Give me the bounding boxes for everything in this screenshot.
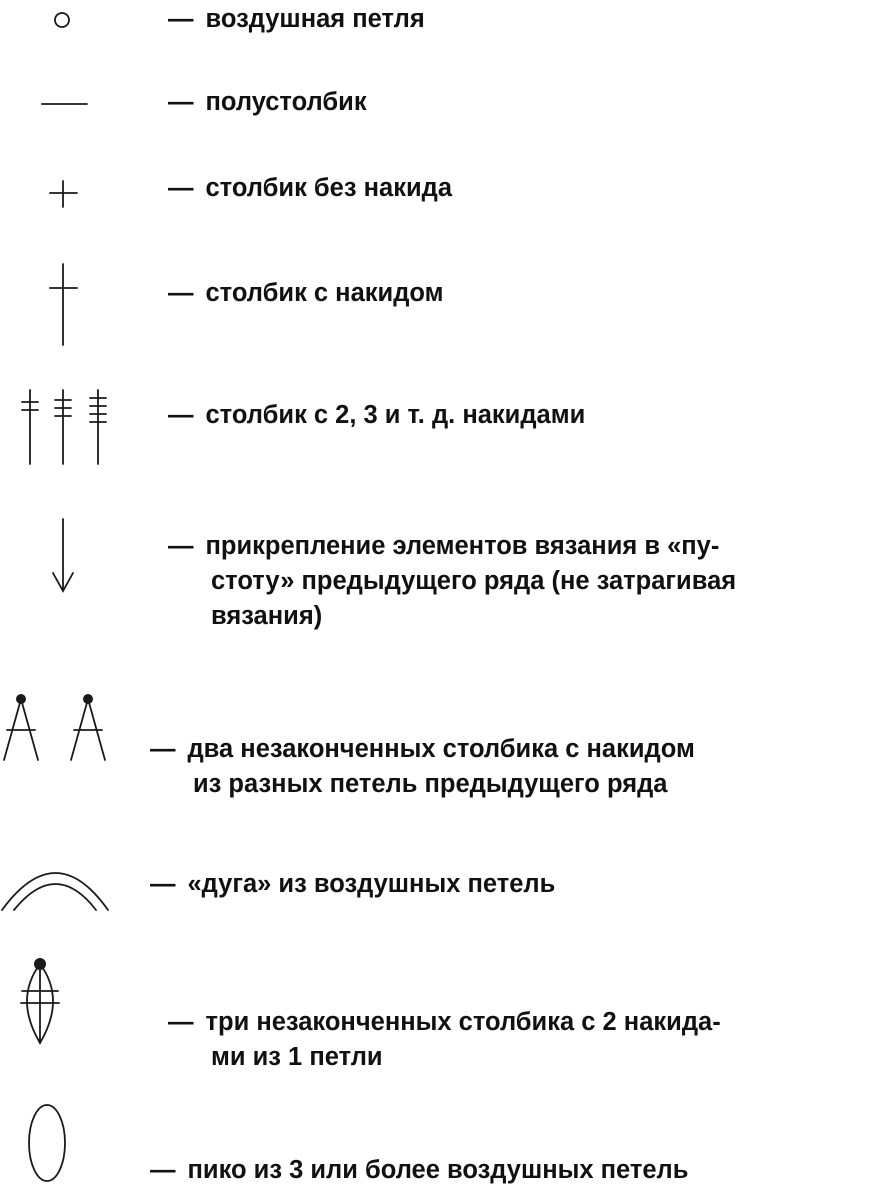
- legend-row-picot: [0, 1095, 886, 1200]
- legend-row-chain-stitch: [0, 0, 886, 60]
- legend-row-three-unfinished-tc: [0, 955, 886, 1075]
- legend-text-double-crochet: — столбик с накидом: [168, 279, 444, 307]
- legend-row-treble-crochet: [0, 380, 886, 475]
- single-crochet-icon: [0, 165, 120, 225]
- legend-text-arrow-down: — прикрепление элементов вязания в «пу- стоту» предыдущего ряда (не затрагивая вязания): [168, 532, 737, 630]
- legend-row-arrow-down: [0, 505, 886, 655]
- legend-text-two-unfinished-dc: — два незаконченных столбика с накидом из разных петель предыдущего ряда: [150, 735, 695, 798]
- double-crochet-icon: [0, 250, 120, 360]
- two-unfinished-dc-icon: [0, 680, 130, 790]
- picot-icon: [0, 1095, 120, 1200]
- chain-arc-icon: [0, 840, 140, 930]
- arrow-down-icon: [0, 505, 120, 605]
- legend-text-picot: — пико из 3 или более воздушных петель: [150, 1156, 689, 1184]
- legend-text-chain-arc: — «дуга» из воздушных петель: [150, 870, 556, 898]
- three-unfinished-tc-icon: [0, 955, 120, 1075]
- legend-row-double-crochet: [0, 250, 886, 360]
- legend-text-single-crochet: — столбик без накида: [168, 174, 452, 202]
- legend-row-chain-arc: [0, 840, 886, 930]
- chain-stitch-icon: [0, 0, 120, 60]
- legend-text-treble-crochet: — столбик с 2, 3 и т. д. накидами: [168, 401, 586, 429]
- legend-row-two-unfinished-dc: [0, 680, 886, 810]
- treble-crochet-icon: [0, 380, 130, 475]
- legend-row-slip-stitch: [0, 80, 886, 140]
- legend-text-slip-stitch: — полустолбик: [168, 88, 367, 116]
- legend-row-single-crochet: [0, 165, 886, 225]
- legend-text-three-unfinished-tc: — три незаконченных столбика с 2 накида- ми из 1 петли: [168, 1008, 721, 1071]
- legend-text-chain-stitch: — воздушная петля: [168, 5, 425, 33]
- slip-stitch-icon: [0, 80, 120, 140]
